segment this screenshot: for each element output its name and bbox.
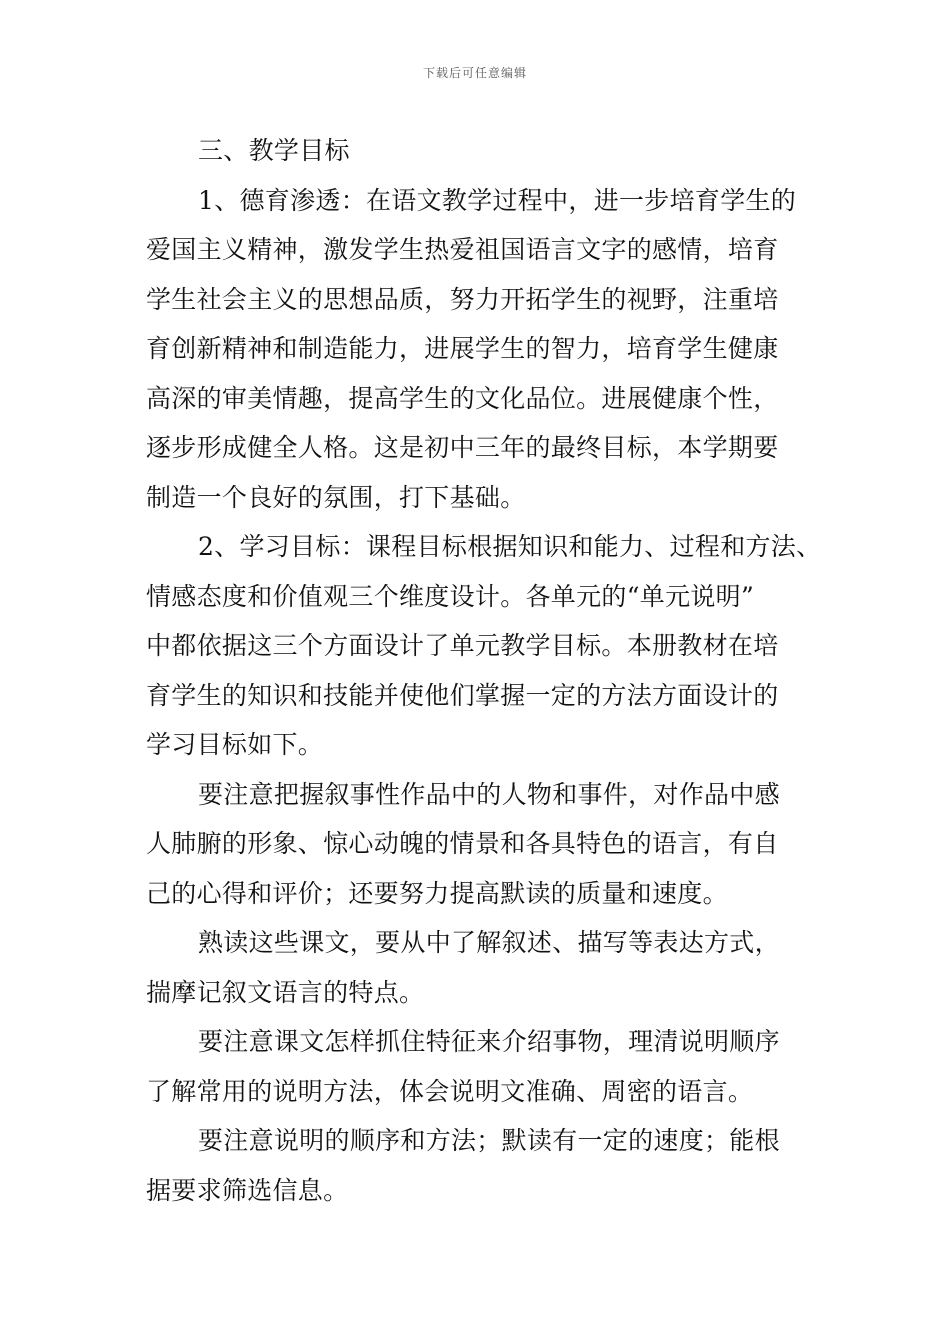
text-line: 据要求筛选信息。: [146, 1175, 349, 1205]
text-line: 揣摩记叙文语言的特点。: [146, 977, 425, 1007]
text-line: 爱国主义精神，激发学生热爱祖国语言文字的感情，培育: [146, 235, 779, 264]
text-line: 学生社会主义的思想品质，努力开拓学生的视野，注重培: [146, 284, 779, 314]
text-line: 2、学习目标：课程目标根据知识和能力、过程和方法、: [198, 532, 822, 561]
text-line: 中都依据这三个方面设计了单元教学目标。本册教材在培: [146, 631, 779, 660]
text-line: 了解常用的说明方法，体会说明文准确、周密的语言。: [146, 1076, 754, 1106]
document-body: [146, 126, 822, 1215]
text-line: 制造一个良好的氛围，打下基础。: [146, 482, 526, 512]
text-line: 情感态度和价值观三个维度设计。各单元的“单元说明”: [146, 581, 755, 611]
section-heading: 三、教学目标: [198, 136, 350, 165]
text-line: 育学生的知识和技能并使他们掌握一定的方法方面设计的: [146, 680, 779, 710]
text-line: 要注意把握叙事性作品中的人物和事件，对作品中感: [198, 779, 780, 809]
text-line: 逐步形成健全人格。这是初中三年的最终目标，本学期要: [146, 433, 779, 462]
text-line: 己的心得和评价；还要努力提高默读的质量和速度。: [146, 878, 728, 908]
page-header: 下载后可任意编辑: [422, 66, 527, 80]
text-line: 1、德育渗透：在语文教学过程中，进一步培育学生的: [198, 185, 797, 215]
text-line: 熟读这些课文，要从中了解叙述、描写等表达方式，: [198, 928, 780, 957]
text-line: 高深的审美情趣，提高学生的文化品位。进展健康个性，: [146, 383, 779, 413]
text-line: 人肺腑的形象、惊心动魄的情景和各具特色的语言，有自: [146, 829, 779, 858]
text-line: 要注意说明的顺序和方法；默读有一定的速度；能根: [198, 1126, 780, 1155]
text-line: 要注意课文怎样抓住特征来介绍事物，理清说明顺序: [198, 1027, 780, 1056]
text-line: 学习目标如下。: [146, 730, 324, 759]
text-line: 育创新精神和制造能力，进展学生的智力，培育学生健康: [146, 334, 779, 363]
